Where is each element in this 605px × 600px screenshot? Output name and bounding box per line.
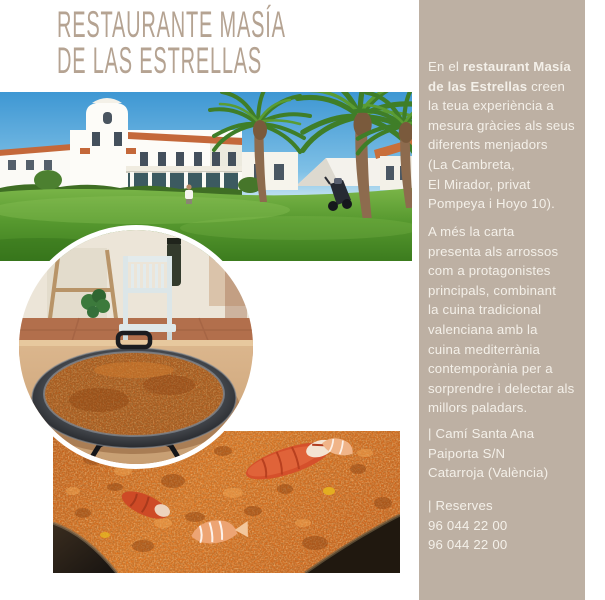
sidebar <box>419 0 585 600</box>
second-paragraph: A més la carta presenta als arrossos com a protagonistes principals, combinant la cuina tradicional valenciana amb la cuina mediterrània contemporània per a sorprendre i delectar als millors paladars. <box>428 224 575 416</box>
tower <box>86 103 128 154</box>
reserves-label: | Reserves <box>428 498 493 513</box>
intro-paragraph: En el restaurant Masía de las Estrellas creen la teua experiència a mesura gràcies als seus diferents menjadors (La Cambreta, El Mirador, privat Pompeya i Hoyo 10). <box>428 59 575 212</box>
page-title <box>57 4 481 81</box>
masia-building-photo <box>0 92 412 261</box>
reservations-block <box>428 496 577 555</box>
phone-number-2: 96 044 22 00 <box>428 537 508 553</box>
page-title-line2: DE LAS ESTRELLAS <box>57 40 263 81</box>
phone-number-1: 96 044 22 00 <box>428 517 508 533</box>
address-line3: Catarroja (València) <box>428 465 549 481</box>
address-block <box>428 424 577 483</box>
page-title-line1: RESTAURANTE MASÍA <box>57 4 286 45</box>
address-line1: | Camí Santa Ana <box>428 426 535 441</box>
address-line2: Paiporta S/N <box>428 445 506 461</box>
paella-pan-photo <box>14 225 258 469</box>
